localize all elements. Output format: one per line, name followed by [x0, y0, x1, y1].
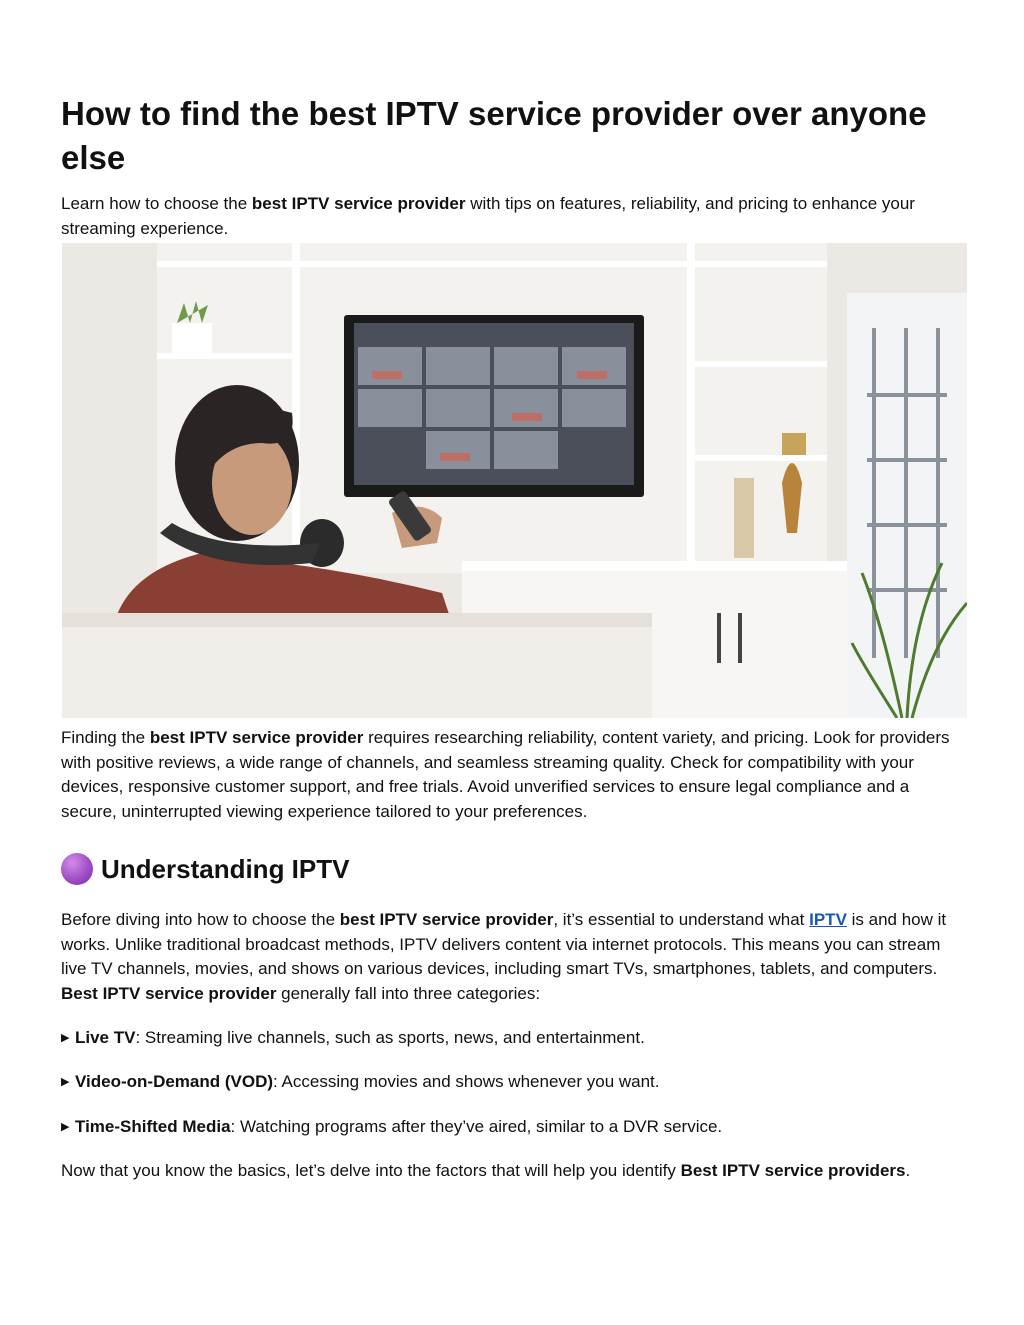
p2-text-d: is and how it works. Unlike traditional broadcast methods, IPTV delivers content via internet protocols. This means you can stream live TV channels, movies, and shows on various devices, including smart TVs, smartphones, tablets, and computers. [61, 910, 947, 978]
list-item [61, 1026, 967, 1051]
bullet-label: Time-Shifted Media [75, 1117, 231, 1136]
bullet-label: Video-on-Demand (VOD) [75, 1072, 274, 1091]
list-item [61, 1070, 967, 1095]
list-item [61, 1115, 967, 1140]
p3-text-start: Now that you know the basics, let’s delve into the factors that will help you identify [61, 1161, 681, 1180]
p1-text-start: Finding the [61, 728, 150, 747]
bullet-text: : Streaming live channels, such as sports, news, and entertainment. [135, 1028, 645, 1047]
intro-text-start: Learn how to choose the [61, 194, 252, 213]
p2-bold-1: best IPTV service provider [339, 910, 554, 929]
iptv-link[interactable]: IPTV [809, 910, 847, 929]
p2-text-a: Before diving into how to choose the [61, 910, 340, 929]
intro-paragraph [61, 192, 967, 241]
bullet-triangle-icon: ▶ [61, 1076, 70, 1088]
p3-bold: Best IPTV service providers [680, 1161, 906, 1180]
living-room-illustration [62, 243, 967, 718]
bullet-triangle-icon: ▶ [61, 1032, 70, 1044]
bullet-text: : Watching programs after they’ve aired, similar to a DVR service. [230, 1117, 723, 1136]
p3-text-end: . [905, 1161, 911, 1180]
bullet-label: Live TV [75, 1028, 136, 1047]
section-heading-text: Understanding IPTV [101, 854, 350, 884]
intro-text-end: with tips on features, reliability, and pricing to enhance your streaming experience. [61, 194, 915, 238]
purple-circle-icon [61, 853, 93, 885]
p1-text-end: requires researching reliability, content variety, and pricing. Look for providers with positive reviews, a wide range of channels, and seamless streaming quality. Check for compatibility with your devices, responsive customer support, and free trials. Avoid unverified services to ensure legal compliance and a secure, uninterrupted viewing experience tailored to your preferences. [61, 728, 950, 821]
intro-bold: best IPTV service provider [251, 194, 466, 213]
section-heading [61, 852, 349, 886]
page-title: How to find the best IPTV service provider over anyone else [61, 95, 927, 176]
p1-bold: best IPTV service provider [149, 728, 364, 747]
hero-image [62, 243, 967, 718]
paragraph-understanding [61, 908, 967, 1006]
paragraph-conclusion [61, 1159, 967, 1184]
p2-text-c: , it’s essential to understand what [553, 910, 810, 929]
bullet-text: : Accessing movies and shows whenever you want. [273, 1072, 660, 1091]
p2-text-e: generally fall into three categories: [276, 983, 541, 1003]
bullet-triangle-icon: ▶ [61, 1121, 70, 1133]
paragraph-overview [61, 726, 967, 824]
p2-bold-2: Best IPTV service provider [61, 983, 277, 1003]
